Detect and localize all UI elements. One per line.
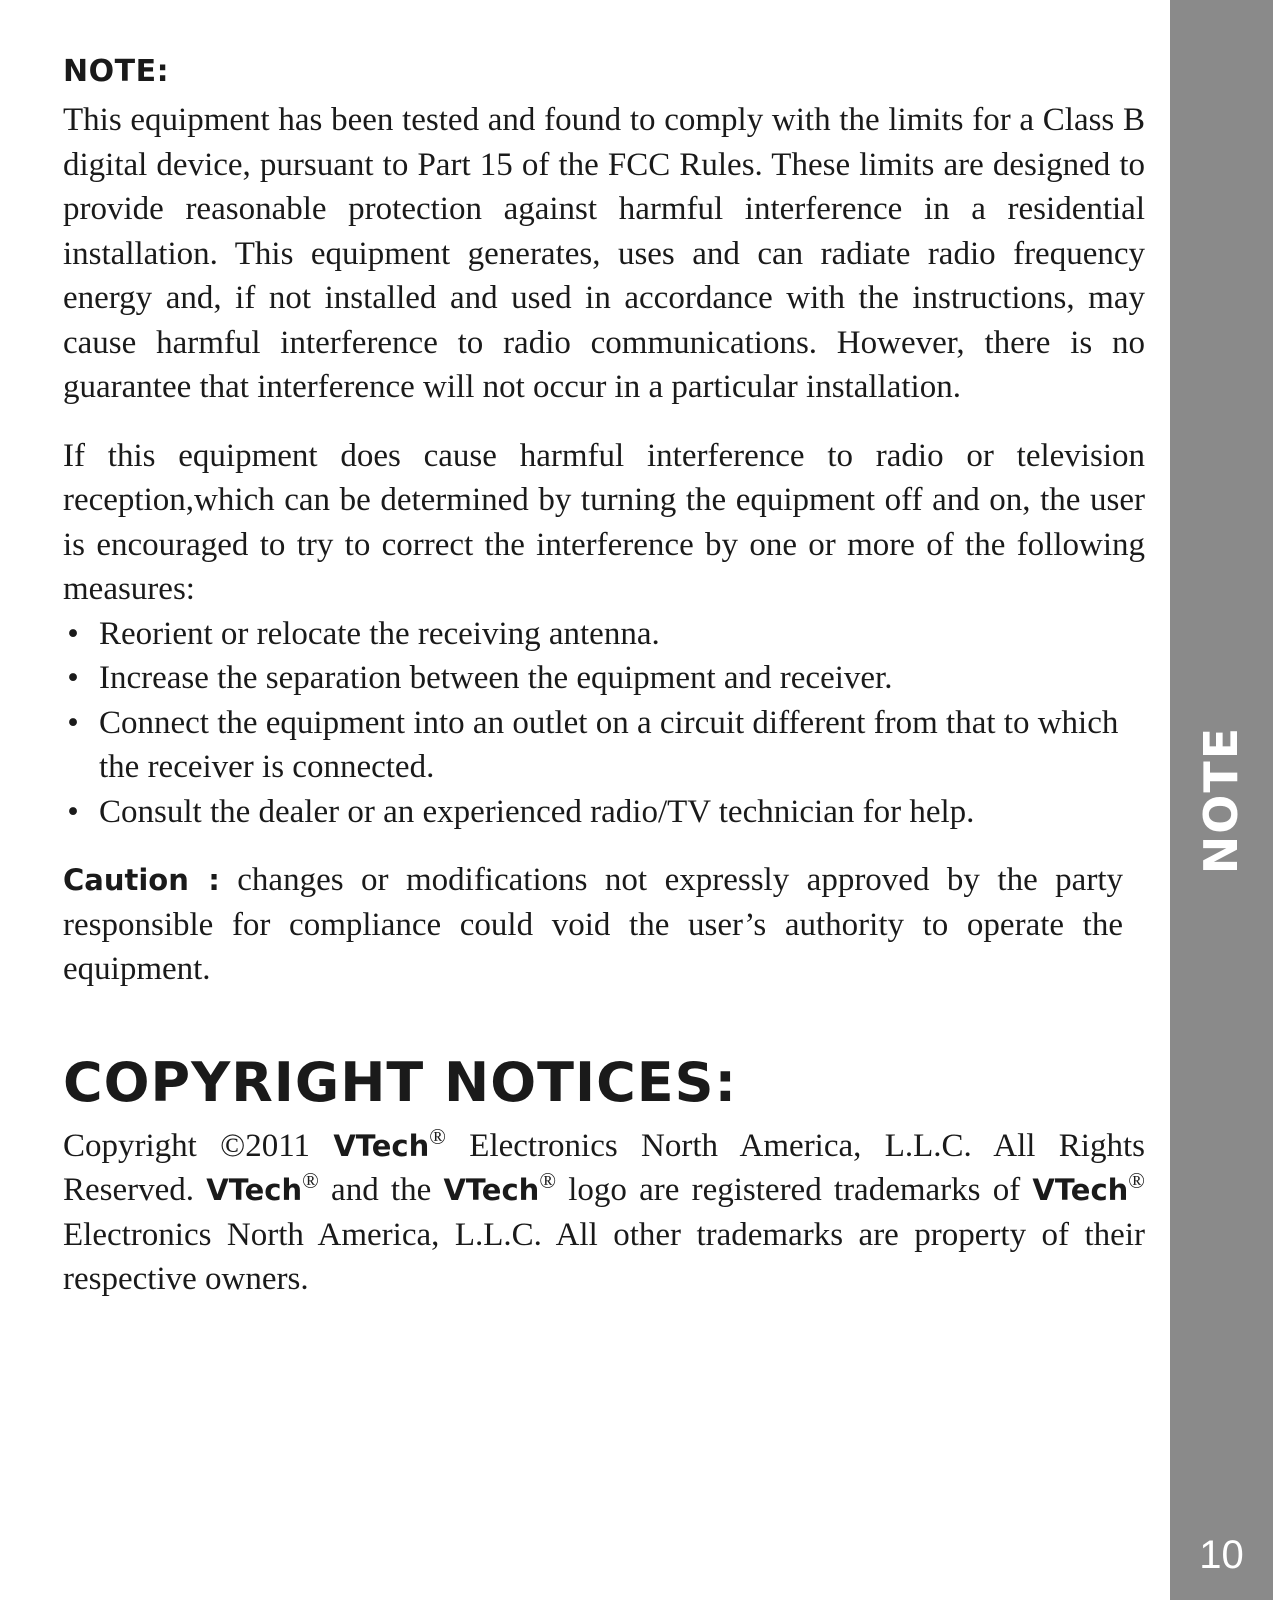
section-sidebar (1170, 0, 1273, 1600)
caution-text: changes or modifications not expressly approved by the party responsible for compliance could void the user’s authority to operate the equipment. (63, 862, 1123, 987)
page-content (63, 52, 1145, 1302)
bullet-icon: • (67, 793, 79, 830)
registered-mark: ® (302, 1168, 319, 1193)
measure-text: Connect the equipment into an outlet on a circuit different from that to which the receiver is connected. (99, 704, 1119, 785)
measures-list (63, 612, 1145, 835)
copyright-text: Copyright ©2011 (63, 1127, 334, 1164)
copyright-text: logo are registered trademarks of (556, 1172, 1033, 1208)
list-item (63, 701, 1145, 790)
brand-name: VTech (333, 1128, 430, 1163)
registered-mark: ® (429, 1123, 446, 1149)
list-item (63, 612, 1145, 657)
caution-label: Caution : (63, 863, 220, 897)
bullet-icon: • (67, 615, 79, 652)
copyright-text: Electronics North America, L.L.C. All Rights Reserved. (63, 1127, 1145, 1208)
brand-name: VTech (443, 1173, 540, 1207)
list-item (63, 656, 1145, 701)
bullet-icon: • (67, 704, 79, 741)
measure-text: Reorient or relocate the receiving antenna. (99, 615, 660, 652)
measure-text: Consult the dealer or an experienced radio/TV technician for help. (99, 793, 975, 830)
caution-paragraph (63, 858, 1123, 992)
registered-mark: ® (1128, 1168, 1146, 1193)
copyright-text: and the (318, 1172, 444, 1208)
brand-name: VTech (1032, 1173, 1129, 1207)
list-item (63, 790, 1145, 835)
fcc-compliance-paragraph: This equipment has been tested and found to comply with the limits for a Class B digital device, pursuant to Part 15 of the FCC Rules. These limits are designed to provide reasonable protection against harmful interference in a residential installation. This equipment generates, uses and can radiate radio frequency energy and, if not installed and used in accordance with the instructions, may cause harmful interference to radio communications. However, there is no guarantee that interference will not occur in a particular installation. (63, 102, 1145, 405)
interference-paragraph: If this equipment does cause harmful interference to radio or television reception,which can be determined by turning the equipment off and on, the user is encouraged to try to correct the interference by one or more of the following measures: (63, 437, 1145, 607)
registered-mark: ® (539, 1168, 557, 1193)
measure-text: Increase the separation between the equipment and receiver. (99, 660, 893, 696)
bullet-icon: • (67, 660, 79, 696)
page-number: 10 (1199, 1533, 1244, 1577)
sidebar-section-label: NOTE (1194, 725, 1248, 875)
copyright-text: Electronics North America, L.L.C. All other trademarks are property of their respective owners. (63, 1216, 1145, 1297)
brand-name: VTech (206, 1173, 303, 1207)
note-heading: NOTE: (63, 54, 170, 89)
copyright-paragraph (63, 1124, 1145, 1302)
copyright-heading: COPYRIGHT NOTICES: (63, 1050, 738, 1114)
